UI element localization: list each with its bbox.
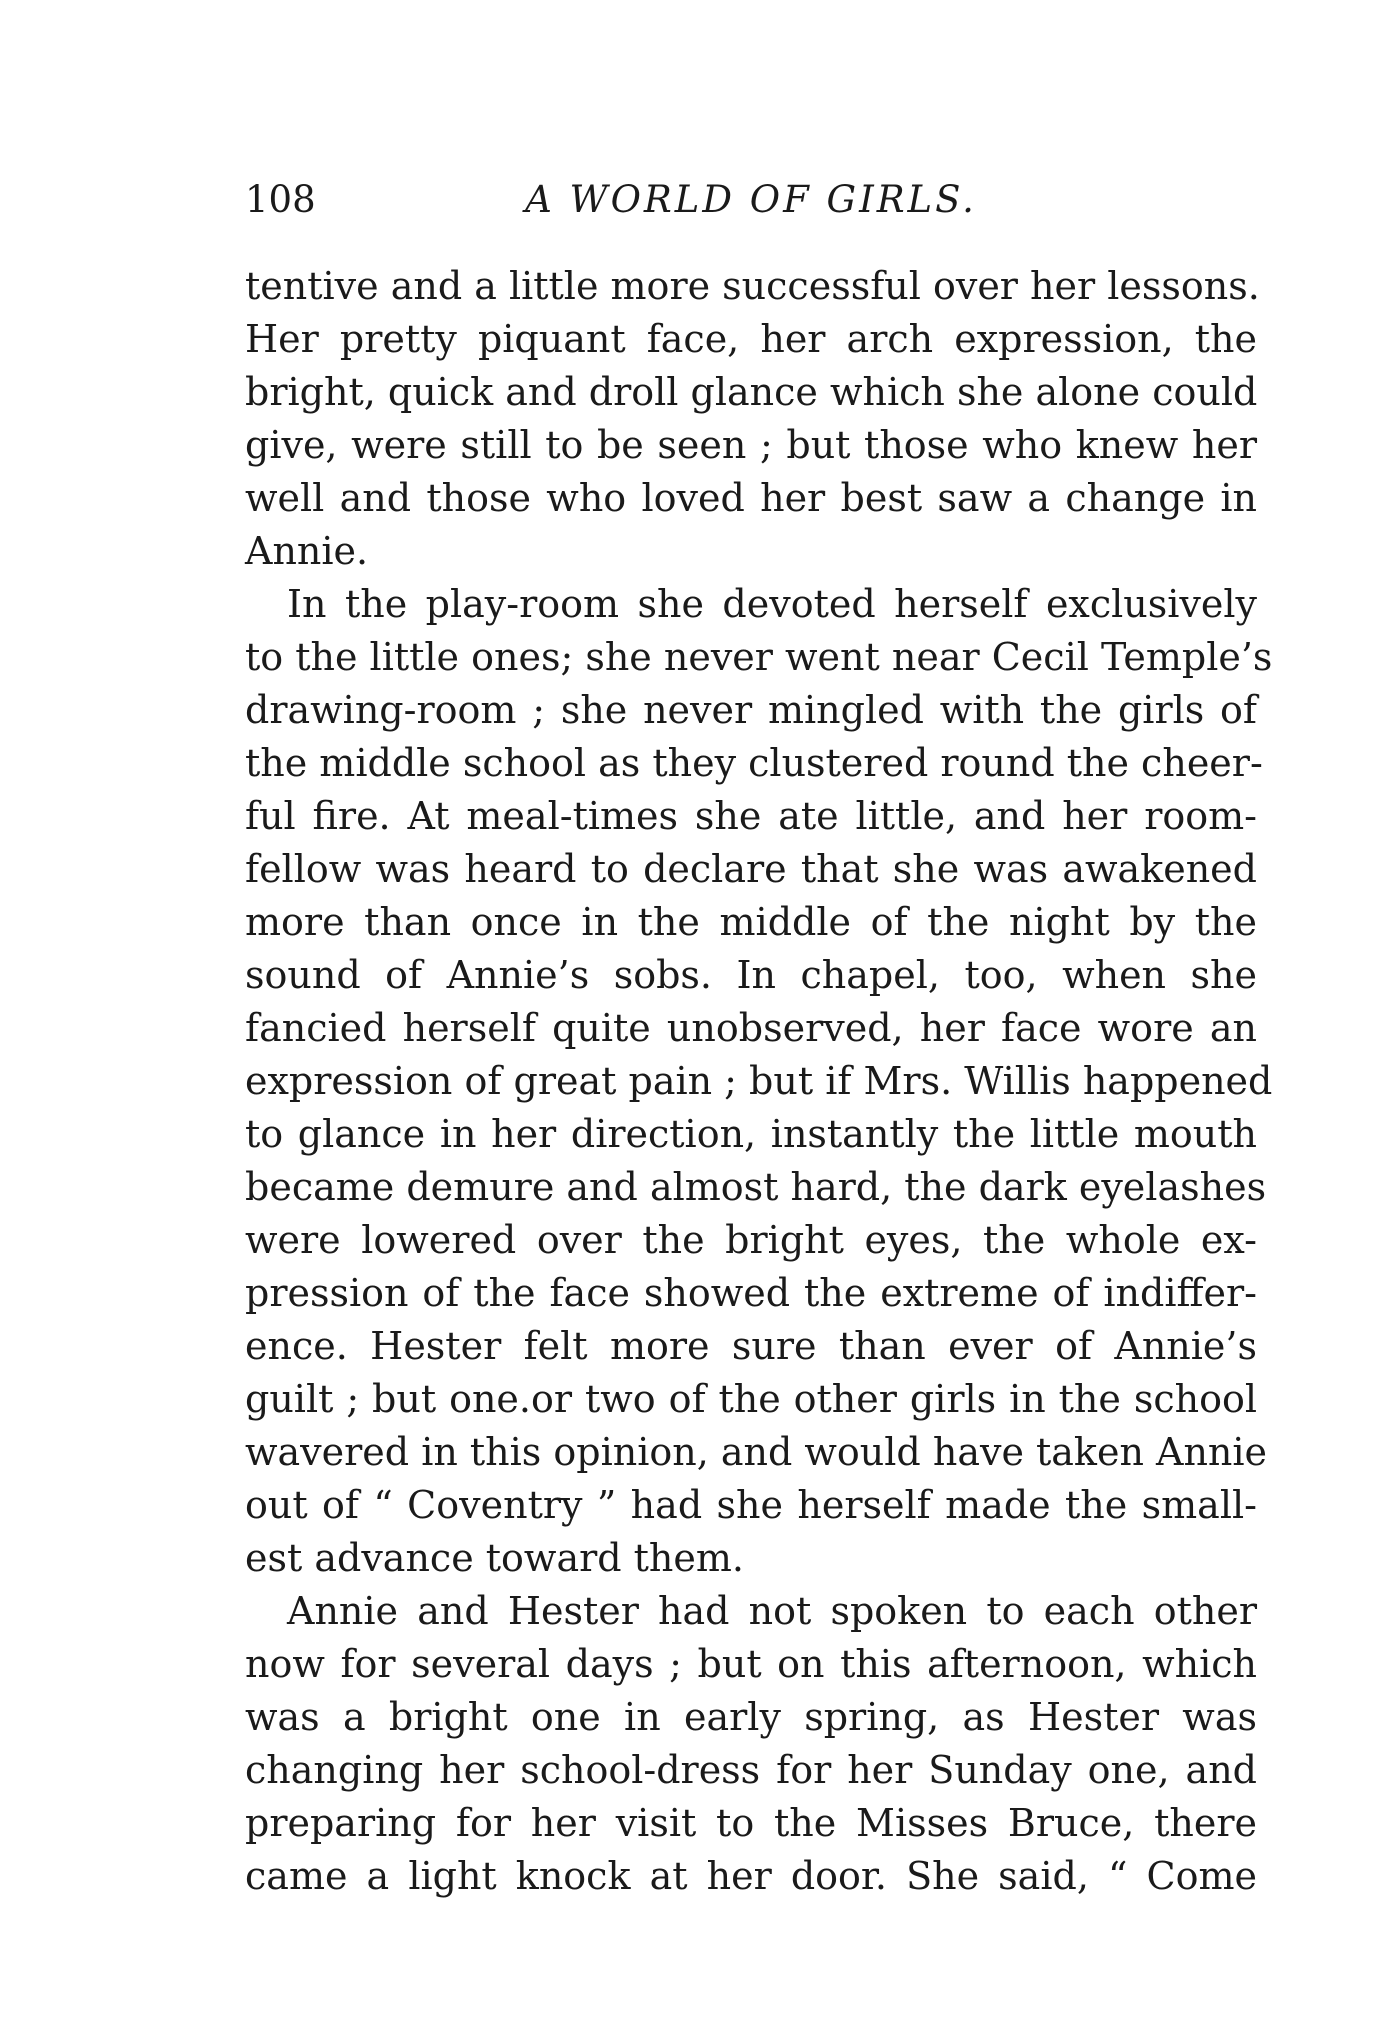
text-line: were lowered over the bright eyes, the whole ex- [245, 1218, 1257, 1262]
text-line: wavered in this opinion, and would have taken Annie [245, 1430, 1268, 1474]
text-line: became demure and almost hard, the dark eyelashes [245, 1165, 1267, 1209]
text-line: bright, quick and droll glance which she alone could [245, 370, 1258, 414]
page-header [245, 178, 1257, 238]
paragraph-1 [245, 260, 1260, 578]
text-line: In the play-room she devoted herself exclusively [287, 582, 1257, 626]
text-line: came a light knock at her door. She said, “ Come [245, 1854, 1257, 1898]
text-line: to glance in her direction, instantly the little mouth [245, 1112, 1257, 1156]
text-line: give, were still to be seen ; but those who knew her [245, 423, 1257, 467]
text-line: fancied herself quite unobserved, her face wore an [245, 1006, 1257, 1050]
text-line: Her pretty piquant face, her arch expression, the [245, 317, 1257, 361]
text-line: sound of Annie’s sobs. In chapel, too, when she [245, 953, 1257, 997]
text-line: preparing for her visit to the Misses Bruce, there [245, 1801, 1257, 1845]
paragraph-3 [245, 1585, 1257, 1903]
text-line: est advance toward them. [245, 1536, 745, 1580]
text-line: guilt ; but one.or two of the other girls in the school [245, 1377, 1257, 1421]
text-line: changing her school-dress for her Sunday one, and [245, 1748, 1257, 1792]
text-line: the middle school as they clustered round the cheer- [245, 741, 1263, 785]
text-line: well and those who loved her best saw a change in [245, 476, 1257, 520]
body-text [245, 260, 1273, 1903]
text-line: tentive and a little more successful over her lessons. [245, 264, 1260, 308]
text-line: out of “ Coventry ” had she herself made the small- [245, 1483, 1257, 1527]
page-number: 108 [245, 178, 316, 221]
text-line: Annie and Hester had not spoken to each other [287, 1589, 1257, 1633]
text-line: pression of the face showed the extreme of indiffer- [245, 1271, 1257, 1315]
text-line: fellow was heard to declare that she was awakened [245, 847, 1257, 891]
text-line: ence. Hester felt more sure than ever of Annie’s [245, 1324, 1257, 1368]
text-line: now for several days ; but on this afternoon, which [245, 1642, 1257, 1686]
text-line: was a bright one in early spring, as Hester was [245, 1695, 1257, 1739]
text-line: more than once in the middle of the night by the [245, 900, 1257, 944]
paragraph-2 [245, 578, 1273, 1585]
text-line: drawing-room ; she never mingled with the girls of [245, 688, 1257, 732]
text-line: Annie. [245, 529, 369, 573]
text-line: expression of great pain ; but if Mrs. Willis happened [245, 1059, 1273, 1103]
running-title: A WORLD OF GIRLS. [525, 178, 977, 221]
text-line: ful fire. At meal-times she ate little, and her room- [245, 794, 1257, 838]
text-line: to the little ones; she never went near Cecil Temple’s [245, 635, 1273, 679]
